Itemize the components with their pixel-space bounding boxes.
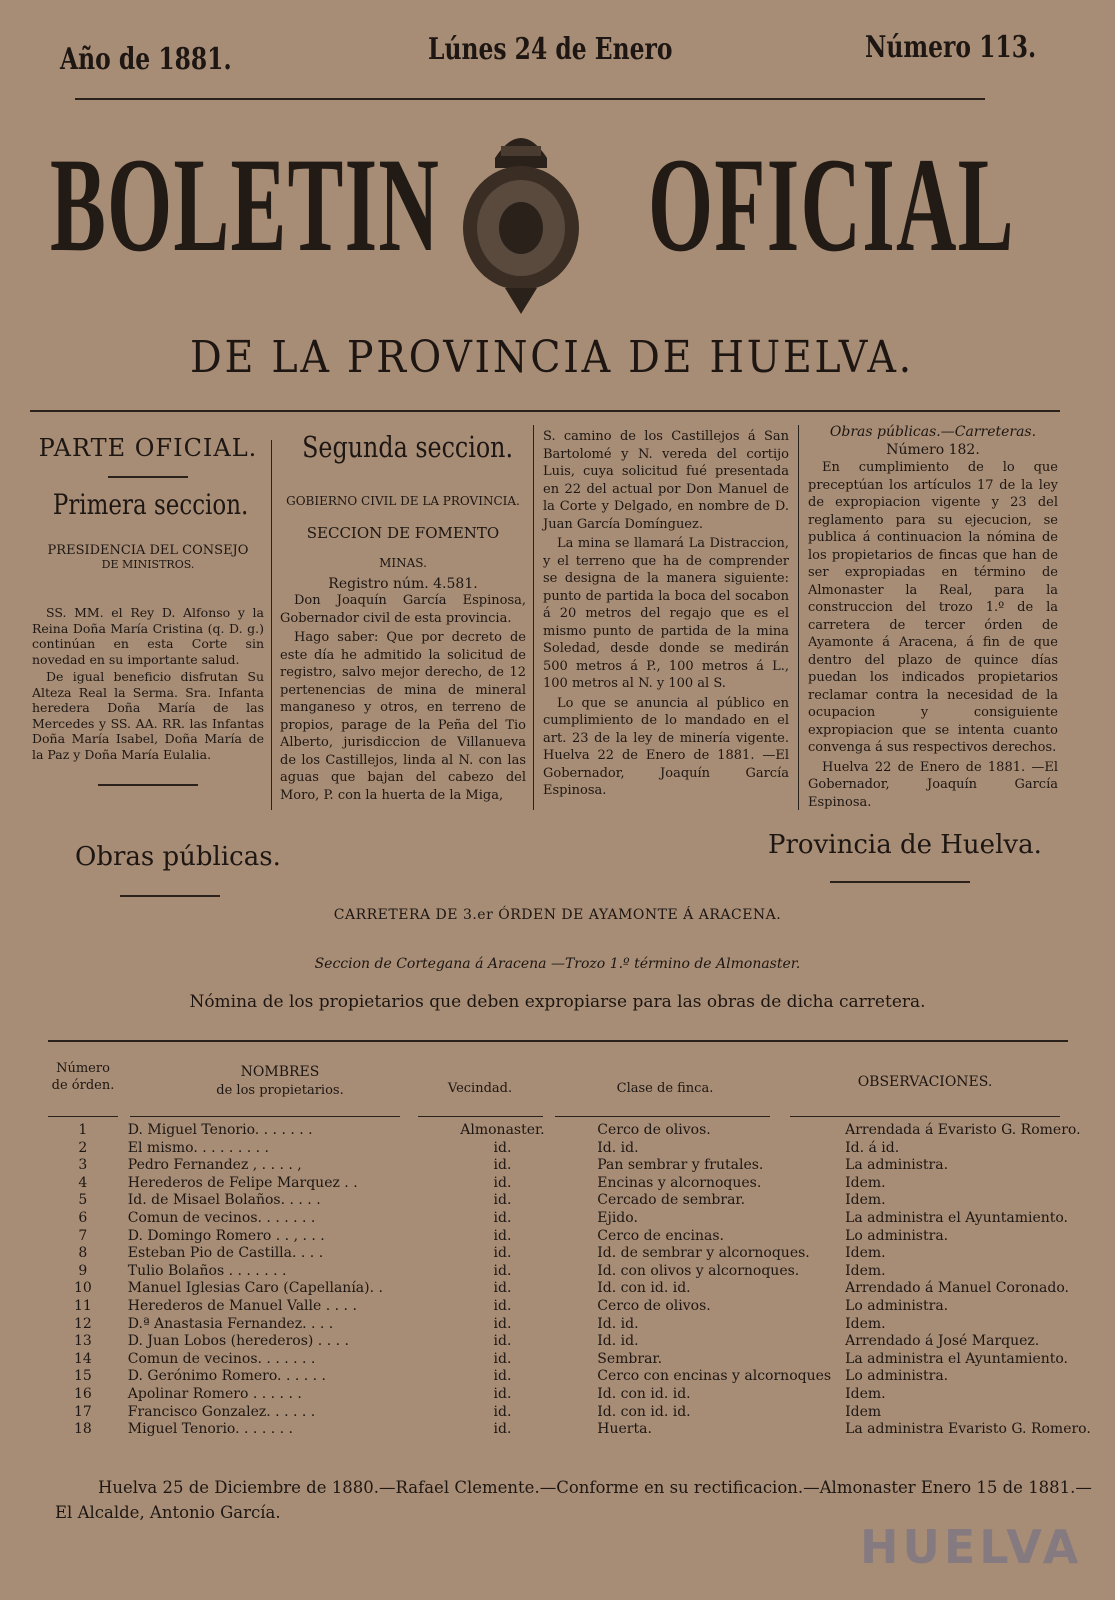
masthead-word-1: BOLETIN [50,131,441,280]
row-clase: Id. con id. id. [597,1280,691,1297]
row-number: 5 [78,1192,88,1209]
divider [830,881,970,883]
registro-label: Registro núm. 4.581. [328,576,478,592]
header-numero: Número de órden. [51,1061,115,1093]
provincia-heading: Provincia de Huelva. [768,830,1042,860]
row-vecindad: id. [493,1139,512,1156]
table-row [48,1404,1115,1422]
minas-heading: MINAS. [379,556,427,570]
row-nombre: D. Domingo Romero . . , . . . [127,1227,325,1244]
column-divider [271,440,272,810]
row-vecindad: id. [493,1227,512,1244]
row-number: 3 [78,1157,88,1174]
row-number: 9 [78,1262,88,1279]
header-underline [418,1116,543,1117]
row-vecindad: id. [493,1350,512,1367]
table-row [48,1122,1115,1140]
col1-paragraph-1: SS. MM. el Rey D. Alfonso y la Reina Doña María Cristina (q. D. g.) continúan en esta Corte sin novedad en su importante salud. [32,605,264,667]
row-nombre: Francisco Gonzalez. . . . . . [127,1403,316,1420]
year-label: Año de 1881. [60,42,232,77]
coat-of-arms-icon [455,118,587,316]
row-clase: Id. id. [597,1315,639,1332]
header-underline [790,1116,1060,1117]
row-vecindad: id. [493,1174,512,1191]
nomina-table [48,1122,1115,1439]
column-carreteras [808,424,1058,813]
table-row [48,1140,1115,1158]
table-row [48,1245,1115,1263]
row-number: 7 [78,1227,88,1244]
row-vecindad: id. [493,1209,512,1226]
row-clase: Id. de sembrar y alcornoques. [597,1245,810,1262]
row-observaciones: Idem. [845,1315,886,1332]
row-number: 17 [73,1403,92,1420]
row-nombre: Apolinar Romero . . . . . . [127,1385,302,1402]
row-observaciones: Lo administra. [845,1368,949,1385]
row-number: 4 [78,1174,88,1191]
row-vecindad: id. [493,1333,512,1350]
col4-paragraph-1: En cumplimiento de lo que preceptúan los artículos 17 de la ley de expropiacion vigente y 23 del reglamento para su ejecucion, se publica á continuacion la nómina de los propietarios de fincas que han de ser expropiadas en término de Almonaster la Real, para la construccion del trozo 1.º de la carretera de tercer órden de Ayamonte á Aracena, á fin de que dentro del plazo de quince días puedan los indicados propietarios reclamar contra la necesidad de la ocupacion y consiguiente expropiacion que se intenta cuanto convenga á sus respectivos derechos. [808,460,1058,755]
row-observaciones: La administra el Ayuntamiento. [845,1209,1069,1226]
masthead-subtitle: DE LA PROVINCIA DE HUELVA. [190,332,914,383]
table-row [48,1263,1115,1281]
footer-line-1: Huelva 25 de Diciembre de 1880.—Rafael Clemente.—Conforme en su rectificacion.—Almonaster Enero 15 de 1881.— [98,1478,1092,1497]
row-nombre: D. Gerónimo Romero. . . . . . [127,1368,327,1385]
column-mina-text [543,428,789,802]
column-divider [533,425,534,810]
row-number: 15 [73,1368,92,1385]
row-observaciones: La administra. [845,1157,949,1174]
row-clase: Cerco de encinas. [597,1227,724,1244]
row-observaciones: Idem. [845,1245,886,1262]
row-vecindad: id. [493,1421,512,1438]
row-vecindad: id. [493,1403,512,1420]
column-segunda-seccion [280,420,526,806]
obras-publicas-heading: Obras públicas. [75,842,281,872]
parte-oficial-title: PARTE OFICIAL. [38,434,258,462]
road-heading: CARRETERA DE 3.er ÓRDEN DE AYAMONTE Á ARACENA. [333,907,782,923]
table-row [48,1210,1115,1228]
row-observaciones: Arrendado á José Marquez. [845,1333,1040,1350]
row-observaciones: La administra el Ayuntamiento. [845,1350,1069,1367]
row-clase: Cerco de olivos. [597,1297,711,1314]
row-clase: Id. con id. id. [597,1385,691,1402]
date-label: Lúnes 24 de Enero [428,32,673,67]
header-observaciones: OBSERVACIONES. [857,1074,993,1090]
row-clase: Sembrar. [597,1350,663,1367]
table-row [48,1228,1115,1246]
issue-number: Número 113. [865,30,1037,65]
primera-seccion-heading: Primera seccion. [52,488,249,521]
table-row [48,1421,1115,1439]
row-vecindad: id. [493,1280,512,1297]
row-clase: Ejido. [597,1209,638,1226]
fomento-heading: SECCION DE FOMENTO [306,524,500,542]
row-number: 6 [78,1209,88,1226]
row-nombre: Comun de vecinos. . . . . . . [127,1350,316,1367]
table-row [48,1333,1115,1351]
row-number: 18 [73,1421,92,1438]
row-clase: Cerco de olivos. [597,1122,711,1138]
row-nombre: D.ª Anastasia Fernandez. . . . [127,1315,334,1332]
row-vecindad: id. [493,1368,512,1385]
header-rule [75,98,985,100]
org-heading-2: DE MINISTROS. [101,558,195,571]
divider [108,476,188,478]
divider [98,784,198,786]
row-observaciones: Lo administra. [845,1227,949,1244]
row-vecindad: id. [493,1245,512,1262]
row-nombre: El mismo. . . . . . . . . [127,1139,269,1156]
row-nombre: Herederos de Manuel Valle . . . . [127,1297,357,1314]
row-nombre: Pedro Fernandez , . . . . , [127,1157,302,1174]
table-row [48,1280,1115,1298]
footer-line-2: El Alcalde, Antonio García. [55,1503,281,1522]
row-nombre: Esteban Pio de Castilla. . . . [127,1245,324,1262]
header-underline [48,1116,118,1117]
row-vecindad: id. [493,1385,512,1402]
row-clase: Cercado de sembrar. [597,1192,746,1209]
row-clase: Id. id. [597,1333,639,1350]
row-clase: Pan sembrar y frutales. [597,1157,764,1174]
row-observaciones: Arrendada á Evaristo G. Romero. [845,1122,1081,1138]
row-number: 13 [73,1333,92,1350]
row-clase: Cerco con encinas y alcornoques [597,1368,832,1385]
gobierno-civil-heading: GOBIERNO CIVIL DE LA PROVINCIA. [286,494,520,508]
table-row [48,1298,1115,1316]
row-observaciones: La administra Evaristo G. Romero. [845,1421,1091,1438]
masthead-word-2: OFICIAL [648,131,1015,280]
row-clase: Encinas y alcornoques. [597,1174,762,1191]
row-number: 16 [73,1385,92,1402]
row-nombre: Id. de Misael Bolaños. . . . . [127,1192,321,1209]
table-row [48,1351,1115,1369]
divider [120,895,220,897]
library-watermark: HUELVA [860,1520,1083,1574]
table-row [48,1368,1115,1386]
row-vecindad: id. [493,1157,512,1174]
table-row [48,1157,1115,1175]
row-nombre: D. Juan Lobos (herederos) . . . . [127,1333,349,1350]
carreteras-heading: Obras públicas.—Carreteras. [829,424,1037,440]
table-row [48,1175,1115,1193]
row-clase: Id. con id. id. [597,1403,691,1420]
row-number: 1 [78,1122,88,1138]
col2-paragraph-1: Don Joaquín García Espinosa, Gobernador civil de esta provincia. [280,593,526,626]
header-nombres: NOMBRES [240,1064,320,1080]
row-nombre: Comun de vecinos. . . . . . . [127,1209,316,1226]
row-observaciones: Idem. [845,1174,886,1191]
row-vecindad: id. [493,1262,512,1279]
row-vecindad: id. [493,1297,512,1314]
row-observaciones: Idem. [845,1262,886,1279]
row-clase: Id. con olivos y alcornoques. [597,1262,800,1279]
row-observaciones: Idem [845,1403,882,1420]
row-nombre: Miguel Tenorio. . . . . . . [127,1421,293,1438]
row-number: 14 [73,1350,92,1367]
row-number: 2 [78,1139,88,1156]
col3-paragraph-1: S. camino de los Castillejos á San Bartolomé y N. vereda del cortijo Luis, cuya solicitud fué presentada en 22 del actual por Don Manuel de la Corte y Delgado, en nombre de D. Juan García Domínguez. [543,429,789,532]
row-nombre: Tulio Bolaños . . . . . . . [127,1262,287,1279]
carreteras-number: Número 182. [886,441,980,458]
row-vecindad: Almonaster. [460,1122,545,1138]
row-nombre: Manuel Iglesias Caro (Capellanía). . [127,1280,383,1297]
header-vecindad: Vecindad. [447,1081,513,1096]
table-row [48,1386,1115,1404]
segunda-seccion-heading: Segunda seccion. [302,430,514,464]
row-clase: Id. id. [597,1139,639,1156]
row-number: 10 [73,1280,92,1297]
header-clase: Clase de finca. [616,1081,714,1096]
header-nombres-sub: de los propietarios. [216,1083,344,1098]
table-row [48,1192,1115,1210]
row-vecindad: id. [493,1192,512,1209]
row-nombre: Herederos de Felipe Marquez . . [127,1174,358,1191]
col2-paragraph-2: Hago saber: Que por decreto de este día he admitido la solicitud de registro, salvo mejor derecho, de 12 pertenencias de mina de mineral manganeso y otros, en terreno de propios, parage de la Peña del Tio Alberto, jurisdiccion de Villanueva de los Castillejos, linda al N. con las aguas que bajan del cabezo del Moro, P. con la huerta de la Miga, [280,630,526,803]
table-top-rule [48,1040,1068,1042]
row-observaciones: Id. á id. [845,1139,900,1156]
section-subheading: Seccion de Cortegana á Aracena —Trozo 1.º término de Almonaster. [314,956,801,972]
col3-paragraph-2: La mina se llamará La Distraccion, y el terreno que ha de comprender se designa de la manera siguiente: punto de partida la boca del socabon á 20 metros del regajo que es el mismo punto de partida de la mina Soledad, desde donde se medirán 500 metros á P., 100 metros á L., 100 metros al N. y 100 al S. [543,536,789,691]
col4-paragraph-2: Huelva 22 de Enero de 1881. —El Gobernador, Joaquín García Espinosa. [808,759,1058,810]
row-number: 11 [73,1297,92,1314]
column-divider [798,425,799,810]
org-heading: PRESIDENCIA DEL CONSEJO [47,543,249,558]
row-observaciones: Idem. [845,1385,886,1402]
row-observaciones: Arrendado á Manuel Coronado. [845,1280,1069,1297]
row-clase: Huerta. [597,1421,652,1438]
table-row [48,1316,1115,1334]
row-observaciones: Lo administra. [845,1297,949,1314]
row-nombre: D. Miguel Tenorio. . . . . . . [127,1122,313,1138]
row-vecindad: id. [493,1315,512,1332]
row-number: 12 [73,1315,92,1332]
column-parte-oficial [32,420,264,786]
col3-paragraph-3: Lo que se anuncia al público en cumplimiento de lo mandado en el art. 23 de la ley de minería vigente. Huelva 22 de Enero de 1881. —El Gobernador, Joaquín García Espinosa. [543,695,789,798]
row-number: 8 [78,1245,88,1262]
masthead-rule [30,410,1060,412]
row-observaciones: Idem. [845,1192,886,1209]
header-underline [555,1116,770,1117]
col1-paragraph-2: De igual beneficio disfrutan Su Alteza Real la Serma. Sra. Infanta heredera Doña María de las Mercedes y SS. AA. RR. las Infantas Doña María Isabel, Doña María de la Paz y Doña María Eulalia. [32,669,264,762]
header-underline [130,1116,400,1117]
nomina-heading: Nómina de los propietarios que deben expropiarse para las obras de dicha carretera. [189,992,926,1012]
